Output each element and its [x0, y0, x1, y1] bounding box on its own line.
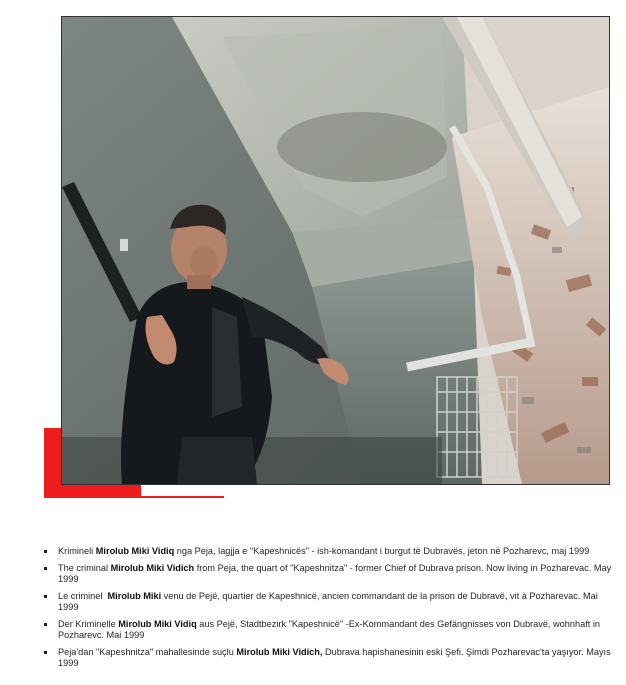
caption-text-post: Dubrava hapishanesinin eski Şefi. Şimdi Pozharevac'ta yaşıyor. Mayıs 1999	[58, 646, 611, 668]
bullet-icon	[44, 651, 47, 654]
bullet-icon	[44, 623, 47, 626]
caption-list	[42, 546, 616, 675]
caption-german	[42, 619, 616, 642]
caption-text-post: nga Peja, lagjja e "Kapeshnicës" - ish-komandant i burgut të Dubravës, jeton në Pozharevc, maj 1999	[174, 546, 590, 556]
caption-name: Mirolub Miki Vidich,	[236, 646, 323, 657]
caption-text-post: venu de Pejë, quartier de Kapeshnicë, ancien commandant de la prison de Dubravë, vit à Pozharevac. Mai 1999	[58, 590, 598, 612]
caption-name: Mirolub Miki Vidiq	[95, 546, 175, 556]
caption-text-pre: The criminal	[58, 562, 111, 573]
caption-name: Mirolub Miki	[107, 590, 162, 601]
caption-text-post: aus Pejë, Stadtbezirk "Kapeshnicë" -Ex-Kommandant des Gefängnisses von Dubravë, wohnhaft in Pozharevc. Mai 1999	[58, 618, 601, 640]
photograph	[61, 16, 610, 485]
bullet-icon	[44, 550, 47, 553]
caption-turkish	[42, 647, 616, 670]
caption-english	[42, 563, 616, 586]
caption-french	[42, 591, 616, 614]
caption-text-pre: Le criminel	[58, 590, 108, 601]
bullet-icon	[44, 595, 47, 598]
bullet-icon	[44, 567, 47, 570]
caption-text-post: from Peja, the quart of "Kapeshnitza" - former Chief of Dubrava prison. Now living in Pozharevac. May 1999	[58, 562, 612, 584]
red-accent-line	[44, 496, 224, 498]
caption-name: Mirolub Miki Vidich	[110, 562, 195, 573]
caption-text-pre: Peja'dan "Kapeshnitza" mahallesinde suçlu	[58, 646, 237, 657]
caption-name: Mirolub Miki Vidiq	[118, 618, 197, 629]
caption-text-pre: Krimineli	[58, 546, 96, 556]
caption-text-pre: Der Kriminelle	[58, 618, 119, 629]
caption-albanian	[42, 546, 616, 558]
